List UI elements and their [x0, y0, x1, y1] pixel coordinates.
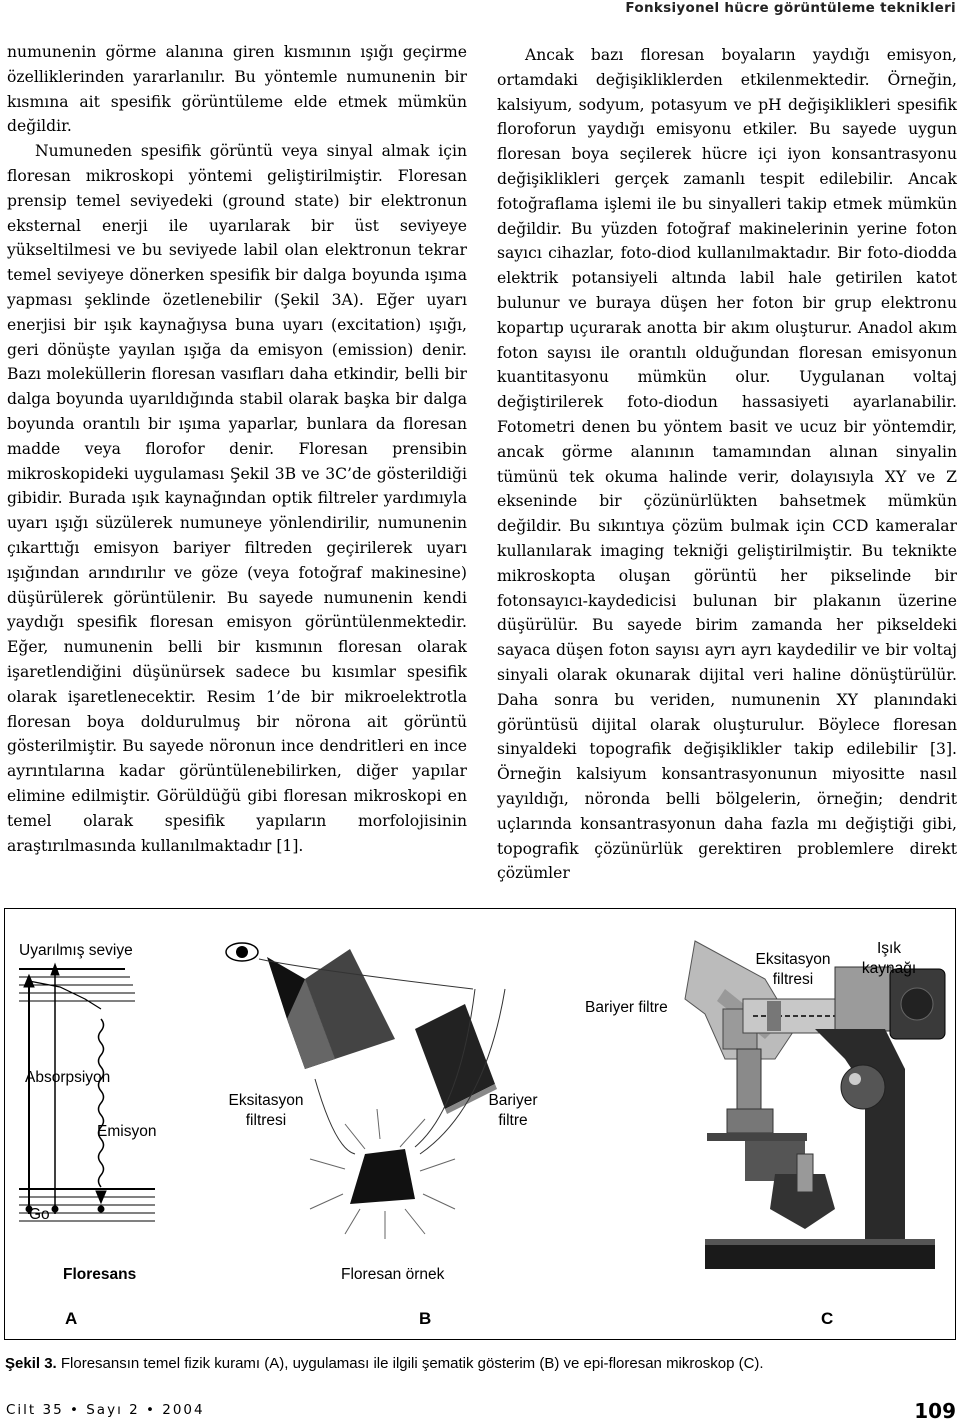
label-barrier-filter-b: Bariyer filtre [488, 1092, 538, 1129]
running-header: Fonksiyonel hücre görüntüleme teknikleri [625, 0, 956, 16]
label-absorption: Absorpsiyon [25, 1069, 111, 1086]
label-fluorescent-sample: Floresan örnek [341, 1266, 445, 1283]
caption-label: Şekil 3. [5, 1355, 57, 1372]
figure-3 [4, 908, 956, 1340]
label-excitation-filter-c: Eksitasyon filtresi [755, 951, 831, 988]
microscope-c [685, 941, 945, 1269]
left-paragraph-1: numunenin görme alanına giren kısmının ışığı geçirme özelliklerinden yararlanılır. Bu yöntemle numunenin bir kısmına ait spesifik görüntüleme elde etmek mümkün değildir. [7, 43, 467, 136]
footer-issue: Cilt 35 • Sayı 2 • 2004 [6, 1402, 205, 1418]
panel-letter-b: B [419, 1309, 432, 1328]
right-paragraph-1: Ancak bazı floresan boyaların yaydığı emisyon, ortamdaki değişikliklerden etkilenmektedir. Örneğin, kalsiyum, sodyum, potasyum ve pH değişiklikleri spesifik floroforun yaydığı emisyonu etkiler. Bu sayede uygun floresan boya seçilerek hücre içi iyon konsantrasyonu değişiklikleri gerçek zamanlı tespit edilebilir. Ancak fotoğraflama işlemi ile bu sinyalleri takip etmek mümkün değildir. Bu yüzden fotoğraf makinelerinin yerine foton sayıcı cihazlar, foto-diod kullanılmaktadır. Bir foto-diodda elektrik potansiyeli altında labil hale getirilen katot bulunur ve buraya düşen her foton bir grup elektronu kopartıp uçurarak anotta bir akım oluşturur. Anadol akım foton sayısı ile orantılı olduğundan floresan emisyonun kuantitasyonu mümkün olur. Uygulanan voltaj değiştirilerek foto-diodun hassasiyeti ayarlanabilir. Fotometri denen bu yöntem basit ve ucuz bir yöntemdir, ancak görme alanının tamamından alınan sinyalin tümünü tek okuma halinde verir, dolayısıyla XY ve Z ekseninde bir çözünürlükten bahsetmek mümkün değildir. Bu sıkıntıya çözüm bulmak için CCD kameralar kullanılarak imaging tekniği geliştirilmiştir. Bu teknikte mikroskopta oluşan görüntü her pikselinde bir fotonsayıcı-kaydedicisi bulunan bir plakanın üzerine düşürülür. Bu sayede birim zamanda her pikseldeki sayaca düşen foton sayısı ayrı ayrı kaydedilir ve bir voltaj sinyali olarak okunarak dijital veri haline dönüştürülür. Daha sonra bu veriden, numunenin XY planındaki görüntüsü dijital olarak oluşturulur. Böylece floresan sinyaldeki topografik değişiklikler takip edilebilir [3]. Örneğin kalsiyum konsantrasyonunun miyositte nasıl yayıldığı, nöronda belli bölgelerin, örneğin; dendrit uçlarında konsantrasyonun daha fazla mı değiştiği gibi, topografik çözünürlük gerektiren problemlere direkt çözümler [497, 46, 957, 883]
panel-letter-c: C [821, 1309, 834, 1328]
label-excited-level: Uyarılmış seviye [19, 942, 133, 959]
panel-letter-a: A [65, 1309, 78, 1328]
left-column [7, 40, 467, 858]
figure-caption [5, 1355, 955, 1372]
left-paragraph-2: Numuneden spesifik görüntü veya sinyal almak için floresan mikroskopi yöntemi geliştirilmiştir. Floresan prensip temel seviyedeki (ground state) bir elektronun eksternal enerji ile uyarılarak bir üst seviyeye yükseltilmesi ve bu seviyede labil olan elektronun tekrar temel seviyeye dönerken spesifik bir dalga boyunda ışıma yapması şeklinde özetlenebilir (Şekil 3A). Eğer uyarı enerjisi bir ışık kaynağıysa buna uyarı (excitation) ışığı, geri dönüşte yayılan ışığa da emisyon (emission) denir. Bazı moleküllerin floresan vasıfları daha etkindir, belli bir dalga boyunda uyarıldığında stabil olarak başka bir dalga boyunda orantılı bir ışıma yaparlar, bunlara da floresan madde veya florofor denir. Floresan prensibin mikroskopideki uygulaması Şekil 3B ve 3C’de gösterildiği gibidir. Burada ışık kaynağından optik filtreler yardımıyla uyarı ışığı süzülerek numuneye yönlendirilir, numunenin çıkarttığı emisyon bariyer filtreden geçirilerek uyarı ışığından arındırılır ve göze (veya fotoğraf makinesine) düşürülerek görüntülenir. Bu sayede numunenin kendi yaydığı spesifik floresan emisyon görüntülenmektedir. Eğer, numunenin belli bir kısmının floresan olarak işaretlendiğini düşünürsek sadece bu kısımlar spesifik olarak işaretlenecektir. Resim 1’de bir mikroelektrotla floresan boya doldurulmuş bir nörona ait görüntü gösterilmiştir. Bu sayede nöronun ince dendritleri en ince ayrıntılarına kadar görüntülenebilirken, diğer yapılar elimine edilmiştir. Görüldüğü gibi floresan mikroskopi en temel olarak spesifik yapıların morfolojisinin araştırılmasında kullanılmaktadır [1]. [7, 142, 467, 855]
label-emission: Emisyon [97, 1123, 157, 1140]
energy-diagram [19, 964, 155, 1221]
label-ground: Go [29, 1206, 50, 1223]
label-light-source: Işık kaynağı [861, 940, 917, 977]
label-fluorescence: Floresans [63, 1266, 137, 1283]
caption-text: Floresansın temel fizik kuramı (A), uygulaması ile ilgili şematik gösterim (B) ve epi-floresan mikroskop (C). [56, 1355, 764, 1372]
label-barrier-filter-c: Bariyer filtre [585, 999, 668, 1016]
page-number: 109 [914, 1399, 956, 1423]
label-excitation-filter-b: Eksitasyon filtresi [228, 1092, 304, 1129]
right-column [497, 43, 957, 886]
